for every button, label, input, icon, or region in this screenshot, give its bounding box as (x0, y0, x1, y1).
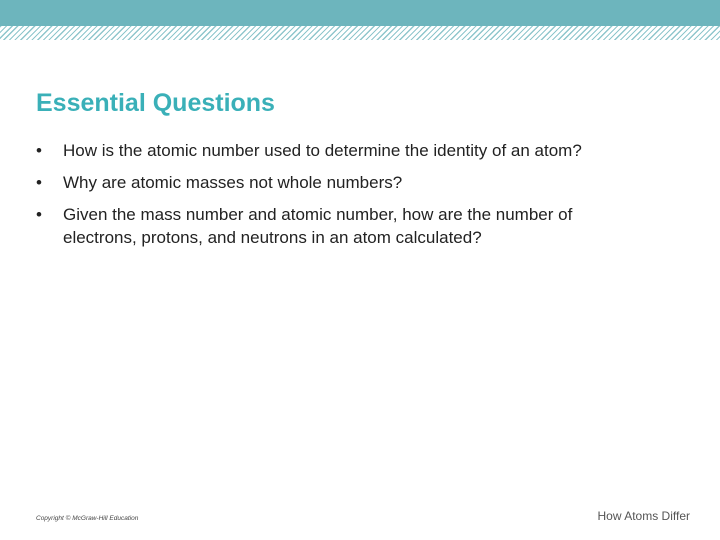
header-hatch-pattern (0, 26, 720, 40)
list-item (36, 203, 636, 249)
header-color-band (0, 0, 720, 26)
slide-title: Essential Questions (36, 89, 275, 117)
question-text: Why are atomic masses not whole numbers? (63, 173, 403, 192)
essential-questions-list (36, 139, 636, 258)
bullet-icon: • (36, 205, 42, 224)
question-text: How is the atomic number used to determine the identity of an atom? (63, 141, 582, 160)
bullet-icon: • (36, 141, 42, 160)
footer-topic: How Atoms Differ (597, 509, 690, 523)
list-item (36, 139, 636, 162)
list-item (36, 171, 636, 194)
bullet-icon: • (36, 173, 42, 192)
question-text: Given the mass number and atomic number, how are the number of electrons, protons, and neutrons in an atom calculated? (63, 205, 573, 247)
copyright-notice: Copyright © McGraw-Hill Education (36, 515, 139, 522)
